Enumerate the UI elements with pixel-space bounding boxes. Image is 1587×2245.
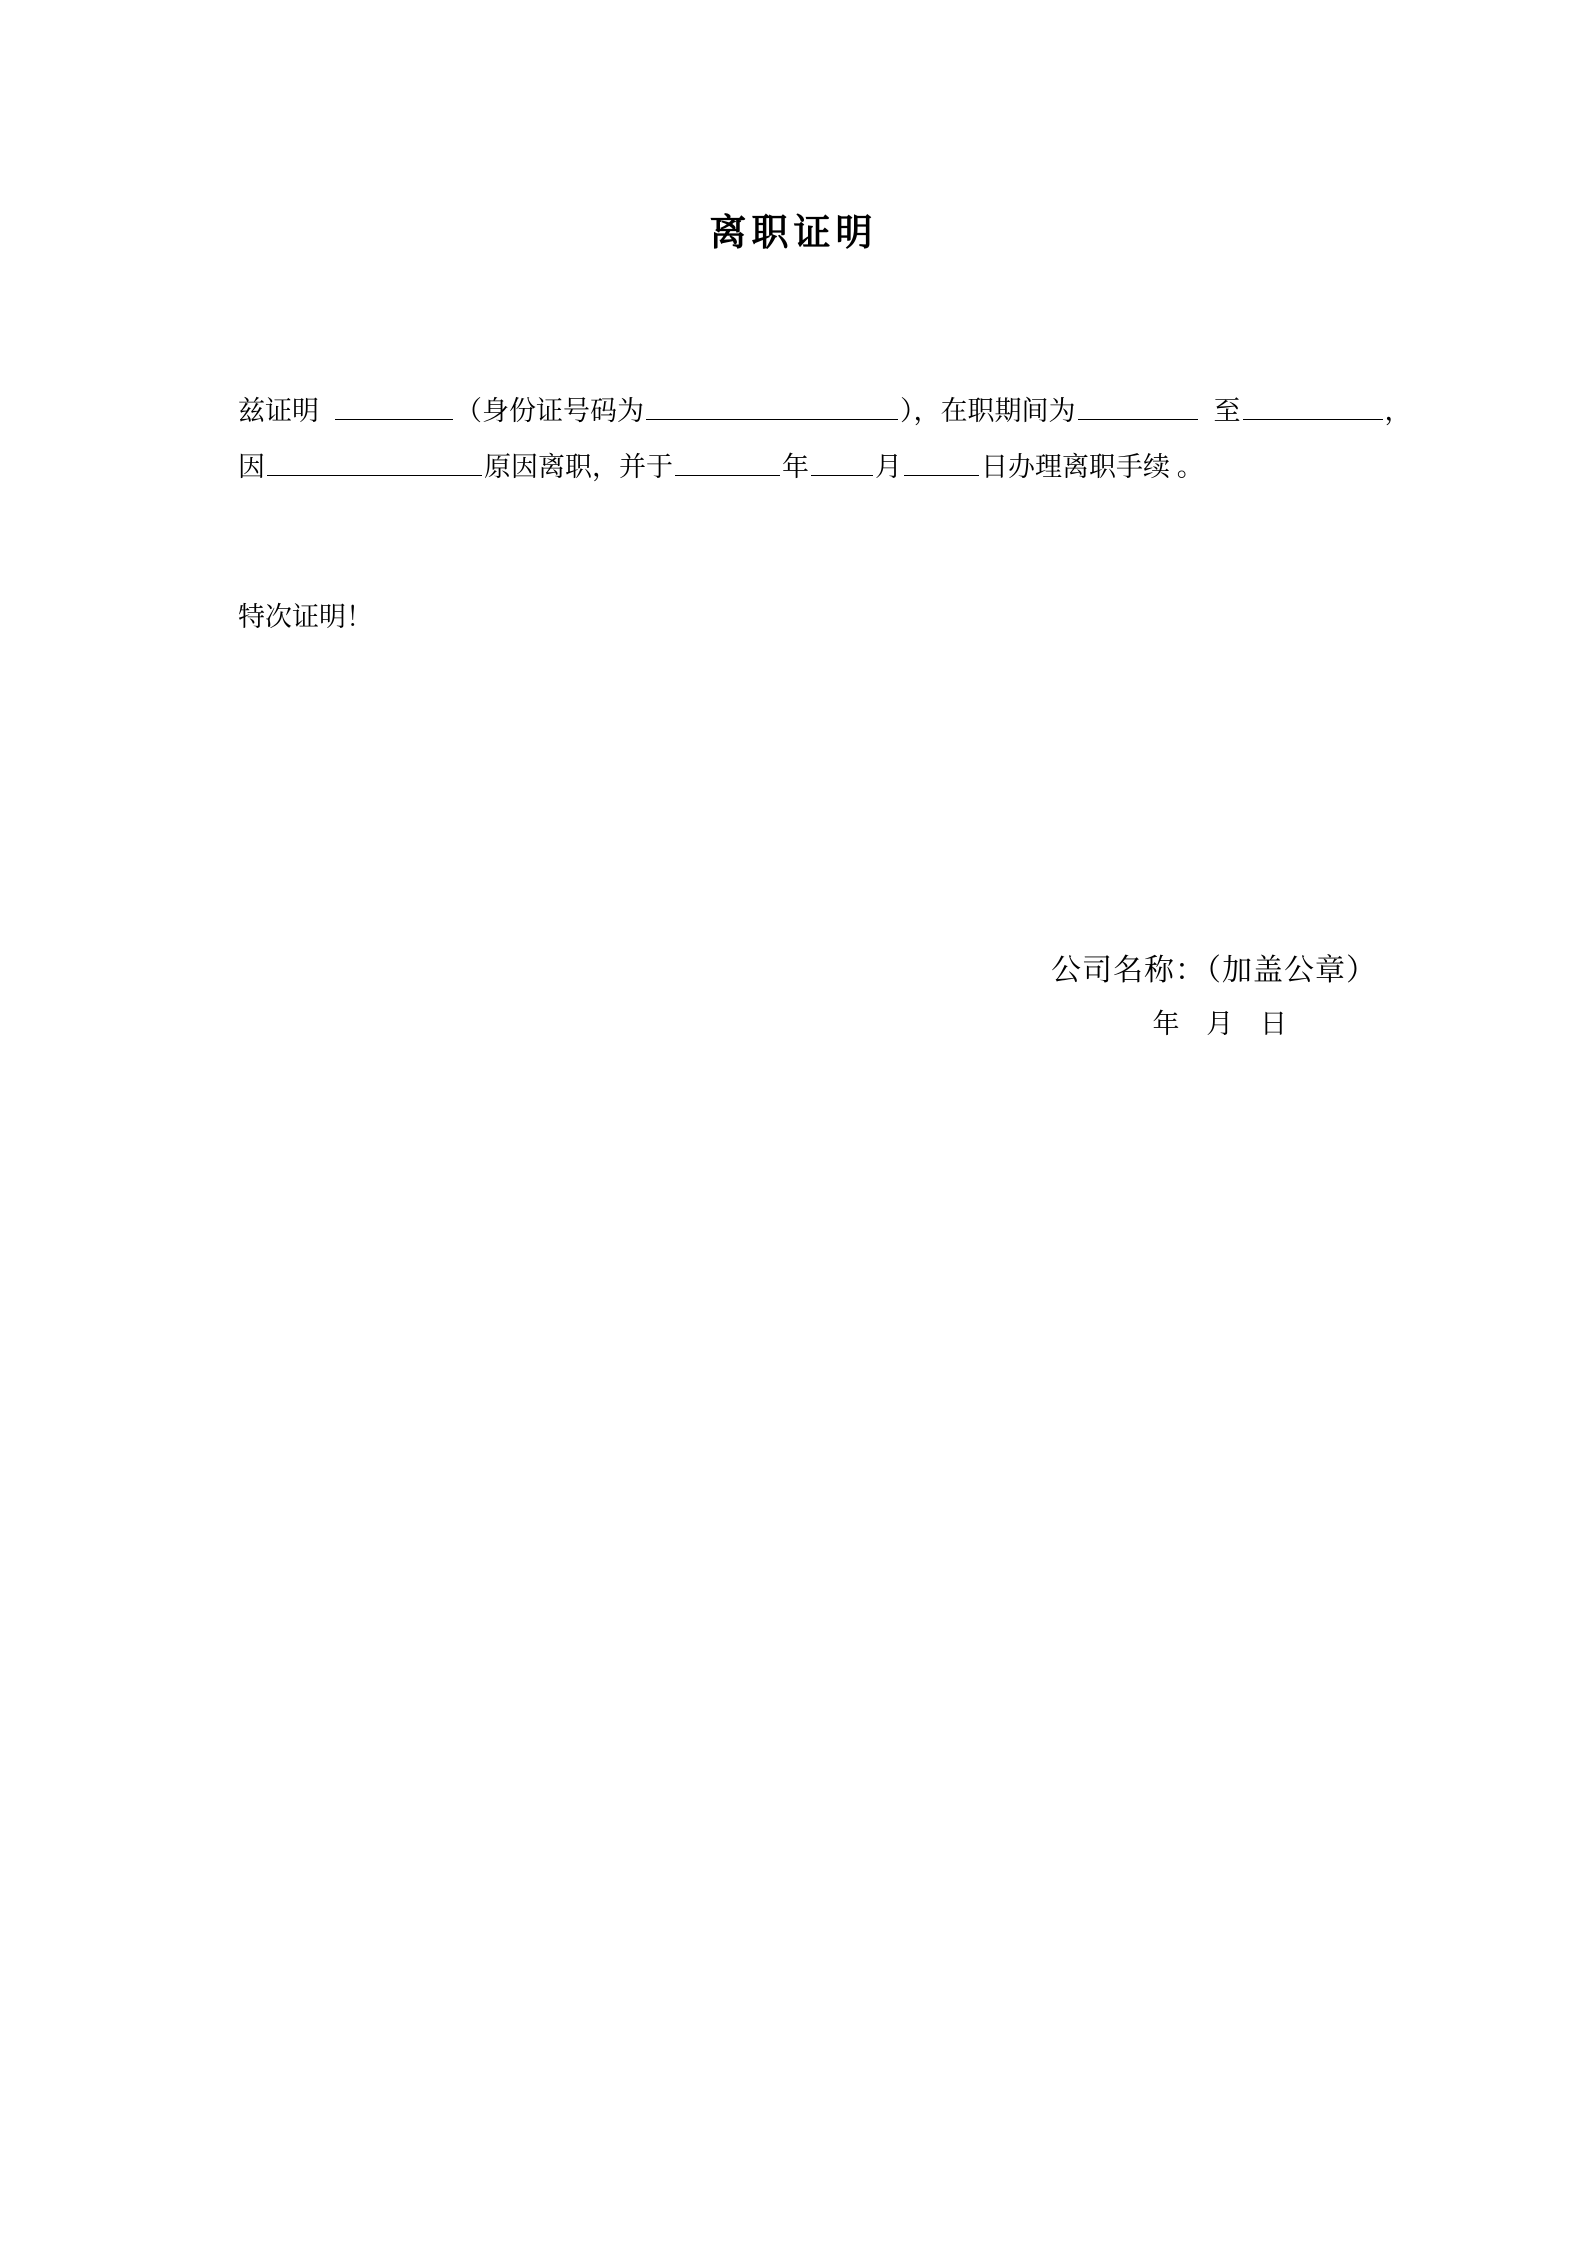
resign-day-blank[interactable]: [904, 446, 979, 475]
period-end-blank[interactable]: [1243, 391, 1383, 420]
reason-prefix-label: 因: [238, 451, 265, 482]
resign-year-blank[interactable]: [675, 446, 780, 475]
page-title: 离职证明: [709, 210, 878, 254]
certify-prefix-label: 兹证明: [238, 396, 319, 427]
company-name-label: 公司名称：（加盖公章）: [1051, 953, 1377, 987]
comma-label: ，: [1384, 396, 1412, 427]
id-number-blank[interactable]: [646, 391, 898, 420]
period-to-label: 至: [1213, 396, 1241, 427]
reason-suffix-label: 原因离职，并于: [484, 451, 673, 482]
month-label: 月: [875, 451, 902, 482]
period-start-blank[interactable]: [1078, 391, 1198, 420]
resign-reason-blank[interactable]: [267, 446, 482, 475]
employment-period-label: ），在职期间为: [900, 396, 1076, 427]
certify-paragraph: [150, 384, 1437, 495]
resign-month-blank[interactable]: [811, 446, 873, 475]
employee-name-blank[interactable]: [335, 391, 453, 420]
closing-note: 特次证明！: [238, 602, 373, 633]
signature-block: [150, 942, 1437, 1050]
body-text: [150, 384, 1437, 495]
signature-date-label: 年 月 日: [1152, 1008, 1297, 1039]
year-label: 年: [782, 451, 809, 482]
id-prefix-label: （身份证号码为: [455, 396, 644, 427]
procedure-label: 日办理离职手续 。: [981, 451, 1204, 482]
